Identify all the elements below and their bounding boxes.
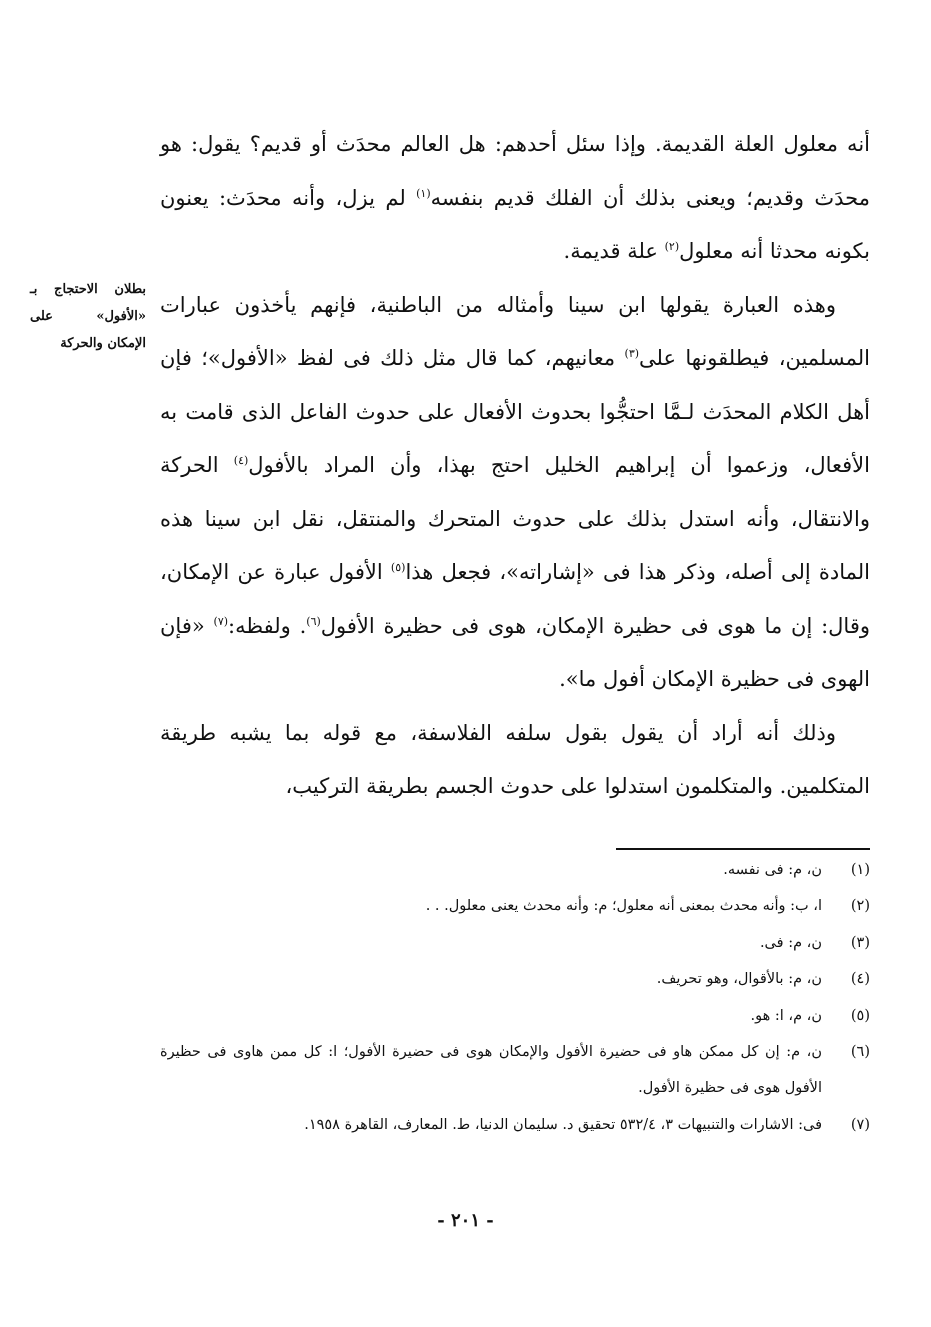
text-run: لم يزل، وأنه محدَث: يعنون بكونه محدثا أنه معلول xyxy=(160,185,870,263)
footnote-number: (١) xyxy=(850,862,870,878)
text-run: وذلك أنه أراد أن يقول بقول سلفه الفلاسفة، مع قوله بما يشبه طريقة المتكلمين. والمتكلمون استدلوا على حدوث الجسم بطريقة التركيب، xyxy=(160,720,870,798)
footnote-ref: (٥) xyxy=(390,561,406,574)
footnote-number: (٤) xyxy=(850,971,870,988)
text-run: وهذه العبارة يقولها ابن سينا وأمثاله من الباطنية، فإنهم يأخذون عبارات المسلمين، فيطلقونها على xyxy=(160,292,870,370)
footnote-separator xyxy=(616,848,870,850)
footnote-number: (٧) xyxy=(850,1116,870,1133)
footnote-text: ن، م: إن كل ممكن هاو فى حضيرة الأفول والإمكان هوى فى حضيرة الأفول؛ ا: كل ممن هاوى فى حظيرة الأفول هوى فى حظيرة الأفول. xyxy=(160,1044,822,1097)
footnotes xyxy=(160,852,870,1143)
footnote-ref: (٣) xyxy=(624,347,640,360)
paragraph xyxy=(160,279,870,707)
footnote-ref: (٧) xyxy=(213,614,229,628)
footnote xyxy=(160,888,870,924)
margin-note: بطلان الاحتجاج بـ «الأفول» على الإمكان والحركة xyxy=(30,282,146,351)
footnote-ref: (٢) xyxy=(664,240,680,253)
footnote-text: ن، م: بالأقوال، وهو تحريف. xyxy=(656,971,822,988)
page-number: - ٢٠١ - xyxy=(437,1210,494,1231)
footnote-text: ن، م: فى نفسه. xyxy=(723,862,822,878)
text-run: معانيهم، كما قال مثل ذلك فى لفظ «الأفول»؛ فإن أهل الكلام المحدَث لـمَّا احتجُّوا بحدوث الأفعال على حدوث الفاعل الذى قامت به الأفعال، وزعموا أن إبراهيم الخليل احتج بهذا، وأن المراد بالأفول xyxy=(160,346,870,477)
footnote-text: ن، م: فى. xyxy=(759,934,822,951)
footnote-ref: (٤) xyxy=(233,454,249,467)
text-run: علة قديمة. xyxy=(563,239,665,263)
main-text xyxy=(160,118,870,814)
text-run: الأفول عبارة عن الإمكان، وقال: إن ما هوى فى حظيرة الإمكان، هوى فى حظيرة الأفول xyxy=(160,560,870,638)
footnote-ref: (١) xyxy=(416,186,431,200)
footnote xyxy=(160,925,870,961)
footnote-number: (٥) xyxy=(850,1007,870,1024)
footnote xyxy=(160,852,870,888)
footnote-text: فى: الاشارات والتنبيهات ٣، ٥٣٢/٤ تحقيق د. سليمان الدنيا، ط. المعارف، القاهرة ١٩٥٨. xyxy=(304,1116,822,1133)
footnote xyxy=(160,998,870,1034)
text-run: الحركة والانتقال، وأنه استدل بذلك على حدوث المتحرك والمنتقل، نقل ابن سينا هذه المادة إلى أصله، وذكر هذا فى «إشاراته»، فجعل هذا xyxy=(160,453,870,584)
paragraph xyxy=(160,707,870,814)
footnote-text: ا، ب: وأنه محدث بمعنى أنه معلول؛ م: وأنه محدث يعنى معلول. . . xyxy=(425,898,822,915)
paragraph xyxy=(160,118,870,279)
footnote xyxy=(160,1107,870,1143)
footnote xyxy=(160,961,870,997)
footnote xyxy=(160,1034,870,1107)
footnote-ref: (٦) xyxy=(306,614,321,628)
footnote-text: ن، م، ا: هو. xyxy=(750,1007,822,1024)
footnote-number: (٣) xyxy=(850,934,870,951)
text-run: . ولفظه: xyxy=(228,613,307,638)
text-run: «فإن الهوى فى حظيرة الإمكان أفول ما». xyxy=(160,613,870,691)
footnote-number: (٢) xyxy=(850,898,870,915)
text-run: أنه معلول العلة القديمة. وإذا سئل أحدهم: هل العالم محدَث أو قديم؟ يقول: هو محدَث وقديم؛ ويعنى بذلك أن الفلك قديم بنفسه xyxy=(160,132,870,210)
footnote-number: (٦) xyxy=(850,1044,870,1061)
